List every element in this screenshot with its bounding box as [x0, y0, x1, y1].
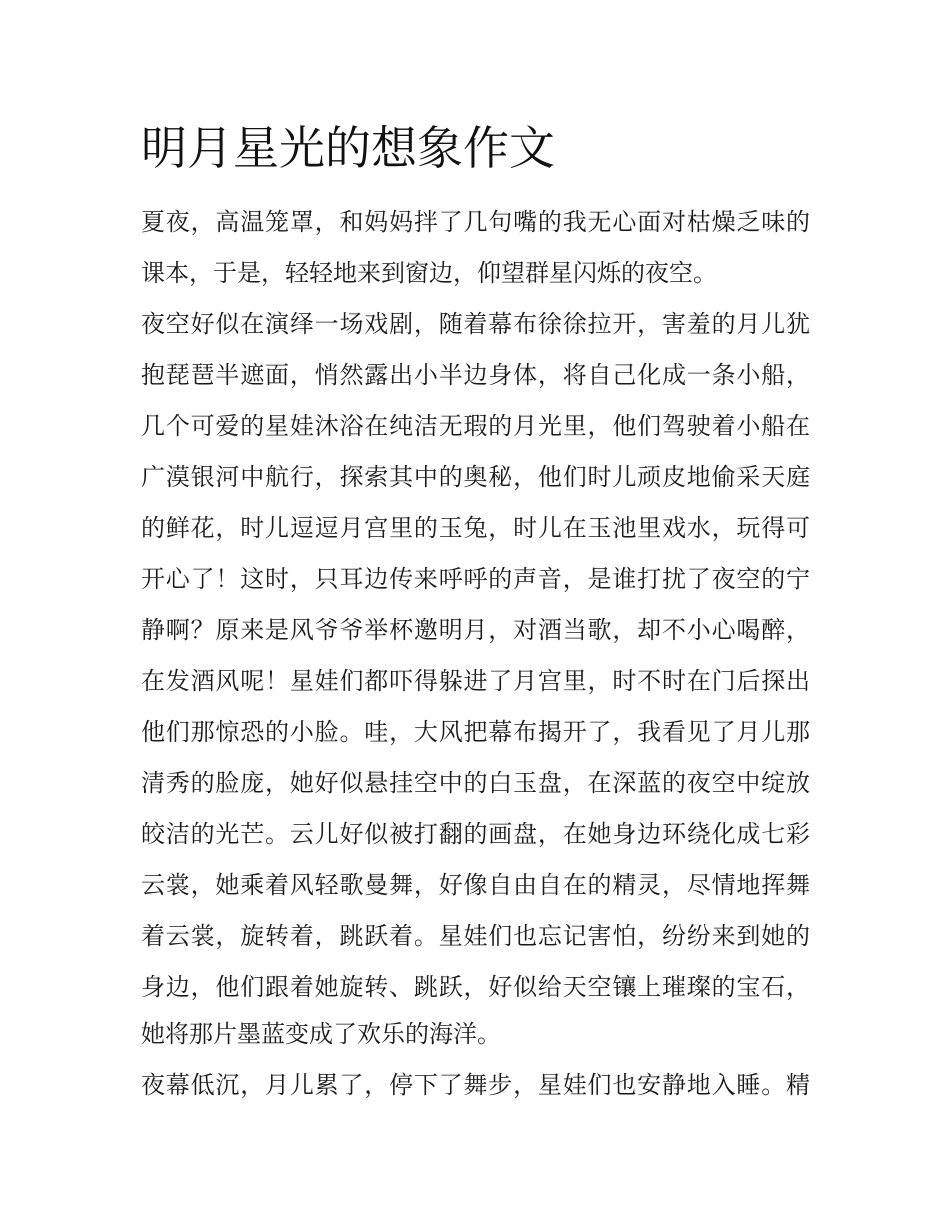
text-line: 在发酒风呢！星娃们都吓得躲进了月宫里，时不时在门后探出 — [141, 667, 810, 695]
text-line: 抱琵琶半遮面，悄然露出小半边身体，将自己化成一条小船， — [141, 361, 810, 389]
text-line: 开心了！这时，只耳边传来呼呼的声音，是谁打扰了夜空的宁 — [141, 565, 810, 593]
text-line: 云裳，她乘着风轻歌曼舞，好像自由自在的精灵，尽情地挥舞 — [141, 871, 810, 899]
text-line: 夜幕低沉，月儿累了，停下了舞步，星娃们也安静地入睡。精 — [141, 1071, 810, 1099]
text-line: 她将那片墨蓝变成了欢乐的海洋。 — [141, 1020, 501, 1048]
text-line: 课本，于是，轻轻地来到窗边，仰望群星闪烁的夜空。 — [141, 259, 717, 287]
text-line: 身边，他们跟着她旋转、跳跃，好似给天空镶上璀璨的宝石， — [141, 973, 810, 1001]
text-line: 静啊？原来是风爷爷举杯邀明月，对酒当歌，却不小心喝醉， — [141, 616, 810, 644]
text-line: 的鲜花，时儿逗逗月宫里的玉兔，时儿在玉池里戏水，玩得可 — [141, 514, 810, 542]
text-line: 他们那惊恐的小脸。哇，大风把幕布揭开了，我看见了月儿那 — [141, 718, 810, 746]
text-line: 着云裳，旋转着，跳跃着。星娃们也忘记害怕，纷纷来到她的 — [141, 922, 810, 950]
document-title: 明月星光的想象作文 — [141, 121, 555, 175]
text-line: 广漠银河中航行，探索其中的奥秘，他们时儿顽皮地偷采天庭 — [141, 463, 810, 491]
text-line: 几个可爱的星娃沐浴在纯洁无瑕的月光里，他们驾驶着小船在 — [141, 412, 810, 440]
text-line: 皎洁的光芒。云儿好似被打翻的画盘，在她身边环绕化成七彩 — [141, 820, 810, 848]
text-line: 夏夜，高温笼罩，和妈妈拌了几句嘴的我无心面对枯燥乏味的 — [141, 208, 810, 236]
text-line: 清秀的脸庞，她好似悬挂空中的白玉盘，在深蓝的夜空中绽放 — [141, 769, 810, 797]
text-line: 夜空好似在演绎一场戏剧，随着幕布徐徐拉开，害羞的月儿犹 — [141, 310, 810, 338]
